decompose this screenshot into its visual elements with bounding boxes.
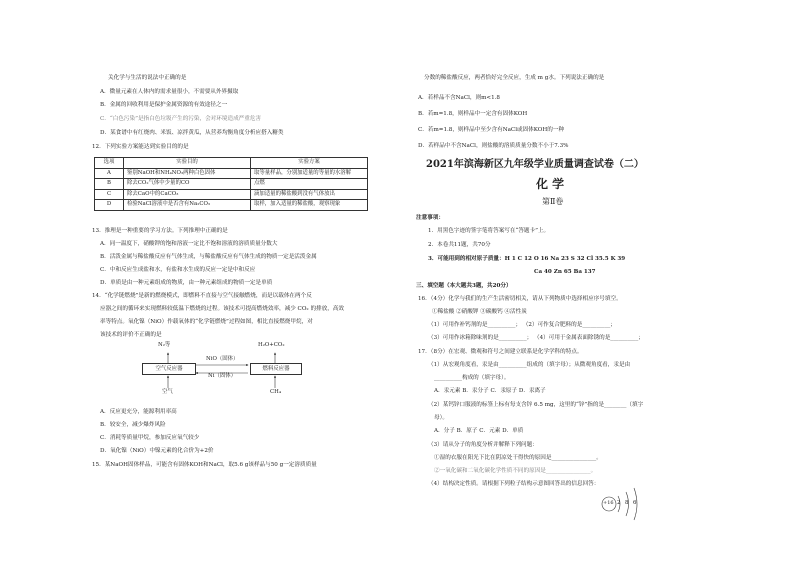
q14-stem-line-4: 该技术的评价不正确的是 [100,332,162,338]
chemical-looping-diagram [140,340,300,400]
q15-option-a: A．若样品不含NaCl，则m<1.8 [418,95,500,101]
q14-option-d: D．氧化镍（NiO）中镍元素的化合价为+2价 [100,448,214,454]
q13-option-d: D．单质是由一种元素组成的物质，由一种元素组成的物质一定是单质 [100,280,273,286]
table-row [95,168,368,179]
table-cell: 取等量样品，分别加适量的等量的水溶解 [251,168,368,179]
table-cell: 检验NaCl溶液中是否含有Na₂CO₃ [124,200,251,211]
q17-line-9: ②一氧化碳和二氧化碳化学性质不同的原因是________________。 [434,468,597,474]
table-cell: 滴加适量的稀盐酸到没有气体放出 [251,189,368,200]
q15-option-c: C．若m=1.8，则样品中至少含有NaCl或固体KOH的一种 [418,127,565,133]
subject-title: 化 学 [536,177,565,191]
shell-3-electrons: 6 [633,500,637,506]
section-3-heading: 三、填空题（本大题共3题，共20分） [416,283,512,289]
table-header-row [95,158,368,169]
q14-option-c: C．消耗等质量甲烷，参加反应氧气较少 [100,435,200,441]
q16-stem: 16．（4分）化学与我们的生产生活密切相关，请从下列物质中选择相应序号填空。 [418,296,622,302]
table-cell: C [95,189,124,200]
q17-line-1: （1）从宏观角度看，汞是由__________组成的（填字母）；从微观角度看，汞是由 [428,362,631,368]
q15-option-b: B．若m=1.8，则样品中一定含有固体KOH [418,111,528,117]
note-2: 2．本卷共11题，共70分 [428,242,491,248]
q12-stem: 12．下列实验方案能达到实验目的的是 [92,144,189,150]
shell-1-electrons: 2 [617,500,621,506]
table-header: 选项 [95,158,124,169]
q11-option-c: C．“白色污染”是指白色垃圾产生的污染，会对环境造成严重危害 [100,116,262,122]
part-title: 第Ⅱ卷 [542,197,564,206]
q17-line-2: __________构成的（填字母）。 [434,375,510,381]
n2-label: N₂等 [158,342,171,348]
q12-table [94,157,368,211]
q14-stem-line-1: 14．“化学链燃烧”是新的燃烧模式，即燃料不直接与空气接触燃烧，而是以载体在两个反 [92,293,312,299]
q17-stem: 17．（8分）在宏观、微观和符号之间建立联系是化学学科的特点。 [418,349,583,355]
q14-stem-line-2: 应器之间的循环来实现燃料较低温下燃烧的过程。该技术可提高燃烧效率，减少 CO₂ 的排放，高效 [100,306,345,312]
table-row [95,179,368,190]
air-reactor-box: 空气反应器 [142,363,196,375]
notes-heading: 注意事项： [416,215,444,221]
q15-stem: 15．某NaOH固体样品，可能含有固体KOH和NaCl，取5.6 g该样品与50 g一定溶质质量 [92,462,317,468]
table-cell: 点燃 [251,179,368,190]
table-cell: B [95,179,124,190]
q11-stem: 关化学与生活的说法中正确的是 [108,75,187,81]
q14-option-a: A．反应更充分，能源利用率高 [100,409,177,415]
q17-line-3: A．汞元素 B．汞分子 C．汞原子 D．汞离子 [434,388,546,394]
table-row [95,200,368,211]
air-label: 空气 [162,389,173,395]
table-cell: 除去CO₂气体中少量的CO [124,179,251,190]
note-3-cont: Ca 40 Zn 65 Ba 137 [534,269,596,275]
q13-option-c: C．中和反应生成盐和水，有盐和水生成的反应一定是中和反应 [100,267,256,273]
q17-line-5: 母）。 [434,415,448,421]
table-header: 实验目的 [124,158,251,169]
note-1: 1．用黑色字迹的签字笔将答案写在“答题卡”上。 [428,228,550,234]
q13-stem: 13．推理是一种重要的学习方法。下列推理中正确的是 [92,228,228,234]
nucleus-charge: +16 [603,500,614,506]
q15-stem-continued: 分数的稀盐酸反应，两者恰好完全反应，生成 m g水。下列说法正确的是 [424,75,605,81]
products-label: H₂O+CO₂ [258,342,285,348]
note-3: 3．可能用到的相对原子质量：H 1 C 12 O 16 Na 23 S 32 Cl 35.5 K 39 [428,256,626,262]
table-cell: D [95,200,124,211]
q16-items-2: （3）可用作冰箱除味剂的是__________； （4）可用于金属表面除锈的是__________； [428,335,644,341]
q13-option-a: A．同一温度下，硝酸钾的饱和溶液一定比不饱和溶液的溶质质量分数大 [100,241,278,247]
table-cell: 取样，加入适量的稀盐酸，观察现象 [251,200,368,211]
q15-option-d: D．若样品中不含NaCl，则盐酸的溶质质量分数不小于7.3% [418,143,569,149]
q17-line-8: ①湿的衣服在阳光下比在阴凉处干得快的原因是________________。 [434,455,602,461]
q17-line-10: （4）结构决定性质。请根据下列粒子结构示意图回答出的信息回答： [428,481,600,487]
table-cell: 除去CaO中的CaCO₃ [124,189,251,200]
q14-stem-line-3: 率等特点。氧化镍（NiO）作载氧体的“化学链燃烧”过程如图，相比直接燃烧甲烷，对 [100,319,313,325]
fuel-reactor-box: 燃料反应器 [250,363,302,375]
q13-option-b: B．活泼金属与稀盐酸反应有气体生成，与稀盐酸反应有气体生成的物质一定是活泼金属 [100,254,317,260]
q11-option-b: B．金属的回收利用是保护金属资源的有效途径之一 [100,102,228,108]
table-row [95,189,368,200]
q16-choices: ①稀盐酸 ②硝酸钾 ③碳酸钙 ④活性炭 [432,309,527,315]
q14-option-b: B．较安全，减少爆炸风险 [100,422,166,428]
atom-structure-diagram [600,486,650,522]
shell-2-electrons: 8 [625,500,629,506]
q17-line-7: （3）请从分子的角度分析并解释下列问题： [428,442,538,448]
ch4-label: CH₄ [270,389,281,395]
exam-title: 2021年滨海新区九年级学业质量调查试卷（二） [426,159,644,170]
q11-option-a: A．微量元素在人体内的需求量很小，不需要从外界摄取 [100,89,239,95]
q17-line-6: A．分子 B．原子 C．元素 D．单质 [434,428,524,434]
q11-option-d: D．某食谱中有红烧肉、米饭、凉拌黄瓜，从营养均衡角度分析应搭入糖类 [100,130,284,136]
q17-line-4: （2）某钙锌口服液的标签上标有每支含锌 6.5 mg，这里的“锌”指的是________（填字 [428,402,644,408]
table-header: 实验方案 [251,158,368,169]
table-cell: A [95,168,124,179]
q16-items-1: （1）可用作补钙剂的是__________； （2）可作复合肥料的是__________； [428,322,616,328]
nio-label: NiO（固体） [206,356,239,362]
table-cell: 鉴别NaOH和NH₄NO₃两种白色固体 [124,168,251,179]
ni-label: Ni（固体） [208,373,237,379]
